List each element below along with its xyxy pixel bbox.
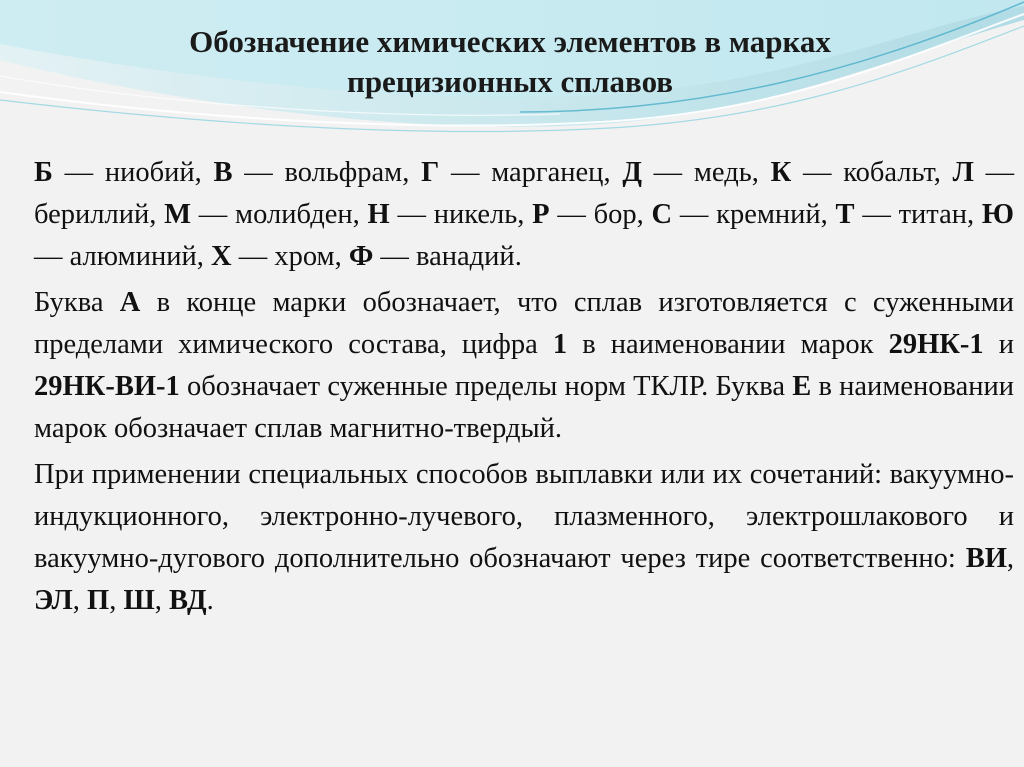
element-name: — кремний	[672, 199, 821, 230]
element-symbol: Ф	[348, 241, 374, 272]
para2-text-2: в конце марки обозначает, что сплав изготовляется с суженными пределами химического состава, цифра	[34, 287, 1014, 360]
slide-title	[40, 22, 980, 102]
digit-1-code: 1	[552, 329, 568, 360]
letter-e-code: Е	[792, 371, 812, 402]
melting-code: ЭЛ	[34, 585, 73, 616]
element-name: — вольфрам	[232, 157, 403, 188]
para2-text-6: в наименовании марок обозначает сплав магнитно-твердый.	[34, 371, 1014, 444]
element-symbol: Б	[34, 157, 53, 188]
element-name: — марганец	[439, 157, 604, 188]
element-name: — молибден	[191, 199, 353, 230]
element-symbol: Д	[622, 157, 642, 188]
letter-a-paragraph	[34, 282, 1014, 450]
grade-29nk-vi-1: 29НК-ВИ-1	[34, 371, 180, 402]
element-symbol: Г	[421, 157, 440, 188]
element-name: — титан	[854, 199, 968, 230]
element-name: — ванадий	[373, 241, 515, 272]
element-symbol: С	[651, 199, 673, 230]
melting-methods-paragraph: При применении специальных способов выплавки или их сочетаний: вакуумно-индукционного, электронно-лучевого, плазменного, электрошлакового и вакуумно-дугового дополнительно обозначают через тире соответственно: ВИ, ЭЛ, П, Ш, ВД.	[34, 459, 1014, 616]
element-name: — медь	[641, 157, 752, 188]
melting-code: П	[87, 585, 110, 616]
element-symbol: Х	[210, 241, 232, 272]
para2-text-1: Буква	[34, 287, 120, 318]
para2-text-3: в наименовании марок	[567, 329, 889, 360]
element-name: — бериллий	[34, 157, 1015, 230]
para3-text: При применении специальных способов выплавки или их сочетаний: вакуумно-индукционного, электронно-лучевого, плазменного, электрошлакового и вакуумно-дугового дополнительно обозначают через тире соответственно:	[34, 459, 1014, 574]
slide-body	[34, 152, 1014, 622]
melting-code: ВИ	[965, 543, 1007, 574]
element-symbol: М	[164, 199, 192, 230]
element-symbol: Т	[835, 199, 855, 230]
para2-text-5: обозначает суженные пределы норм ТКЛР. Буква	[179, 371, 793, 402]
elements-paragraph: Б — ниобий, В — вольфрам, Г — марганец, Д — медь, К — кобальт, Л — бериллий, М — молибден, Н — никель, Р — бор, С — кремний, Т — титан, Ю — алюминий, Х — хром, Ф — ванадий.	[34, 157, 1015, 272]
title-line-1: Обозначение химических элементов в марках	[189, 24, 831, 59]
element-symbol: К	[770, 157, 792, 188]
para2-text-4: и	[983, 329, 1014, 360]
element-symbol: Л	[952, 157, 974, 188]
element-symbol: В	[213, 157, 233, 188]
letter-a-code: А	[119, 287, 141, 318]
melting-code: ВД	[169, 585, 207, 616]
element-symbol: Н	[367, 199, 390, 230]
element-symbol: Ю	[981, 199, 1014, 230]
element-name: — кобальт	[791, 157, 934, 188]
element-name: — алюминий	[34, 241, 197, 272]
element-name: — хром	[231, 241, 335, 272]
element-name: — никель	[389, 199, 518, 230]
title-line-2: прецизионных сплавов	[346, 64, 674, 99]
melting-code: Ш	[123, 585, 155, 616]
element-name: — ниобий	[52, 157, 195, 188]
element-name: — бор	[549, 199, 637, 230]
element-symbol: Р	[532, 199, 550, 230]
grade-29nk-1: 29НК-1	[888, 329, 984, 360]
